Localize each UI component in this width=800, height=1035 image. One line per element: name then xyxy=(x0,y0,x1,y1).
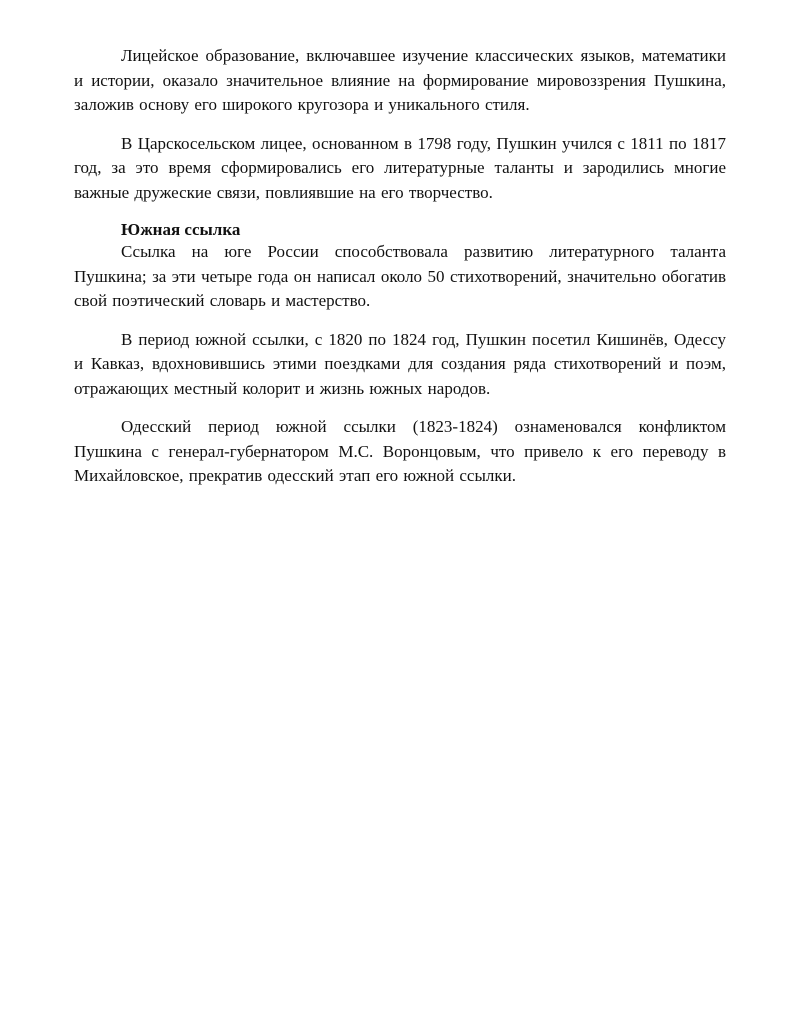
paragraph-southern-exile-talent: Ссылка на юге России способствовала развитию литературного таланта Пушкина; за эти четыре года он написал около 50 стихотворений, значительно обогатив свой поэтический словарь и мастерство. xyxy=(74,242,726,310)
document-page xyxy=(74,44,726,489)
paragraph-southern-exile-travels: В период южной ссылки, с 1820 по 1824 год, Пушкин посетил Кишинёв, Одессу и Кавказ, вдохновившись этими поездками для создания ряда стихотворений и поэм, отражающих местный колорит и жизнь южных народов. xyxy=(74,329,726,398)
section-heading-southern-exile: Южная ссылка xyxy=(121,220,241,239)
paragraph-tsarskoye-selo-lyceum: В Царскосельском лицее, основанном в 1798 году, Пушкин учился с 1811 по 1817 год, за это время сформировались его литературные таланты и зародились многие важные дружеские связи, повлиявшие на его творчество. xyxy=(74,133,726,202)
paragraph-odessa-period: Одесский период южной ссылки (1823-1824) ознаменовался конфликтом Пушкина с генерал-губернатором М.С. Воронцовым, что привело к его переводу в Михайловское, прекратив одесский этап его южной ссылки. xyxy=(74,417,726,485)
paragraph-lyceum-education: Лицейское образование, включавшее изучение классических языков, математики и истории, оказало значительное влияние на формирование мировоззрения Пушкина, заложив основу его широкого кругозора и уникального стиля. xyxy=(74,46,726,114)
